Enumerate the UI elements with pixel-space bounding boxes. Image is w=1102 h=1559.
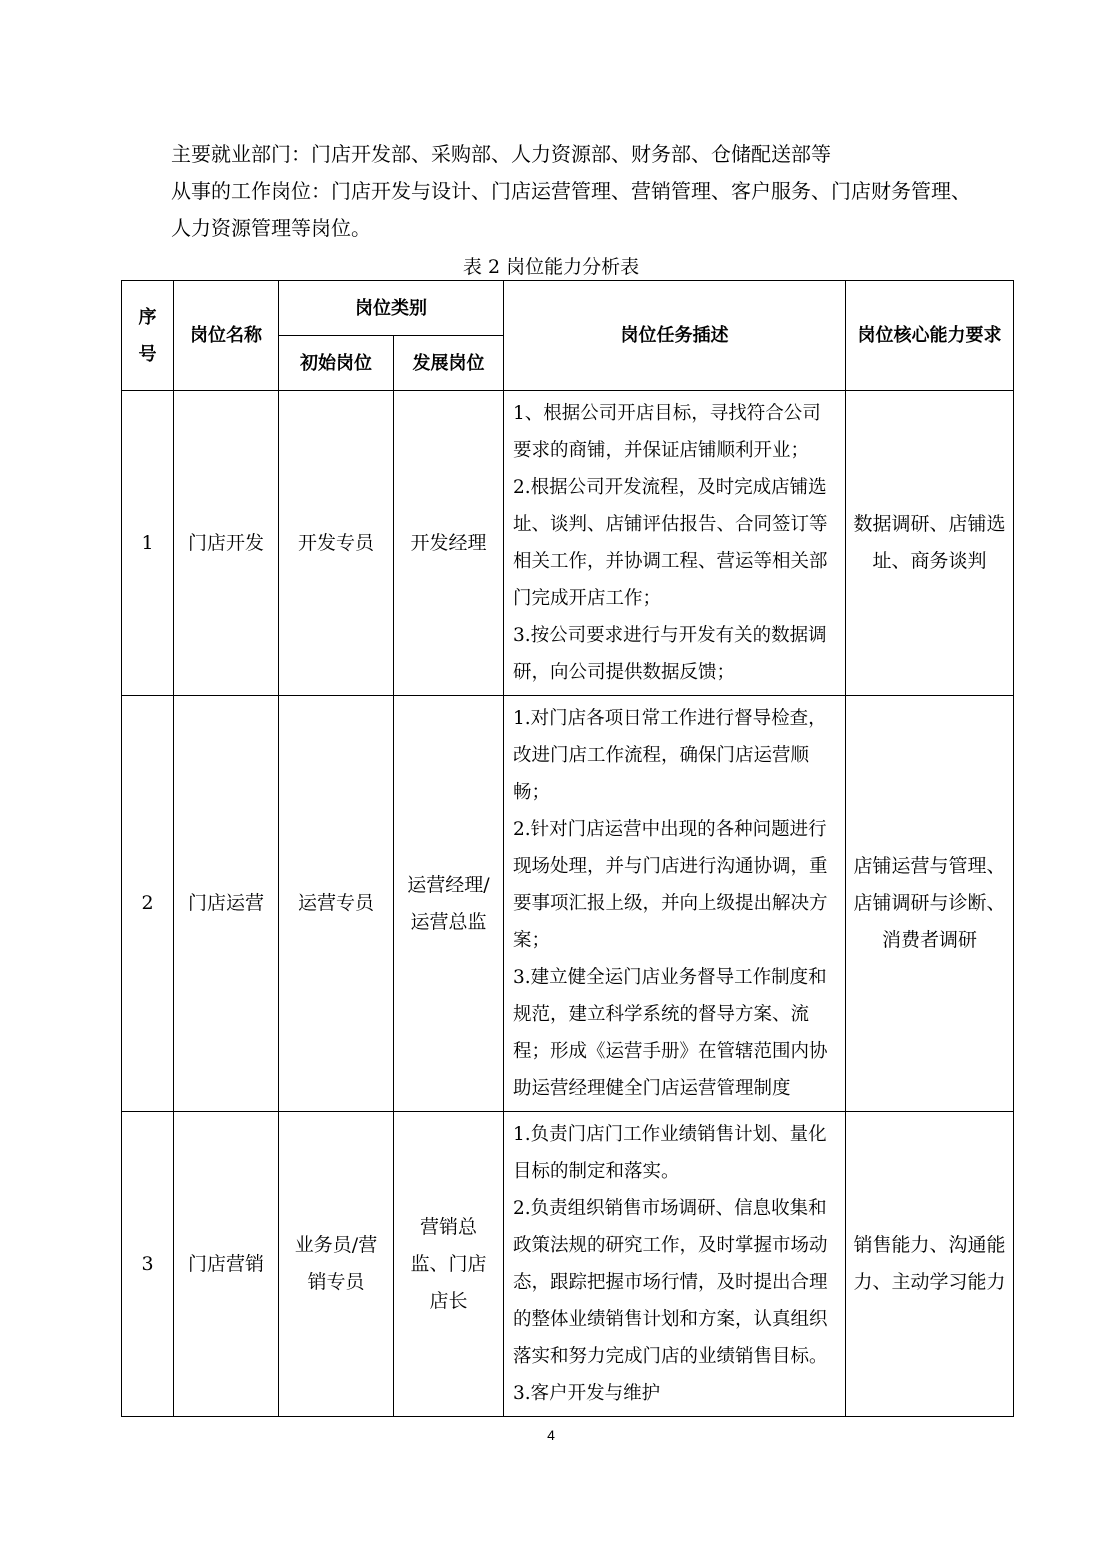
table-row bbox=[122, 391, 1014, 696]
header-core: 岗位核心能力要求 bbox=[846, 281, 1014, 391]
header-seq: 序号 bbox=[122, 281, 174, 391]
header-tasks: 岗位任务插述 bbox=[504, 281, 846, 391]
page-number: 4 bbox=[547, 1427, 555, 1443]
task-item: 3.客户开发与维护 bbox=[513, 1383, 661, 1404]
header-name: 岗位名称 bbox=[174, 281, 279, 391]
task-item: 2.负责组织销售市场调研、信息收集和政策法规的研究工作，及时掌握市场动态，跟踪把握市场行情，及时提出合理的整体业绩销售计划和方案，认真组织落实和努力完成门店的业绩销售目标。 bbox=[513, 1198, 828, 1367]
row-name: 门店开发 bbox=[174, 391, 279, 696]
table-row bbox=[122, 1112, 1014, 1417]
row-tasks bbox=[504, 1112, 846, 1417]
task-item: 2.针对门店运营中出现的各种问题进行现场处理，并与门店进行沟通协调，重要事项汇报上级，并向上级提出解决方案； bbox=[513, 819, 828, 951]
departments-text: 主要就业部门：门店开发部、采购部、人力资源部、财务部、仓储配送部等 bbox=[171, 142, 831, 166]
row-core: 销售能力、沟通能力、主动学习能力 bbox=[846, 1112, 1014, 1417]
row-seq: 1 bbox=[122, 391, 174, 696]
row-name: 门店营销 bbox=[174, 1112, 279, 1417]
positions-paragraph bbox=[131, 173, 981, 247]
positions-text: 从事的工作岗位：门店开发与设计、门店运营管理、营销管理、客户服务、门店财务管理、人力资源管理等岗位。 bbox=[171, 179, 971, 240]
row-core: 数据调研、店铺选址、商务谈判 bbox=[846, 391, 1014, 696]
row-development: 营销总监、门店店长 bbox=[394, 1112, 504, 1417]
row-seq: 3 bbox=[122, 1112, 174, 1417]
task-item: 1.对门店各项日常工作进行督导检查，改进门店工作流程，确保门店运营顺畅； bbox=[513, 708, 827, 803]
row-seq: 2 bbox=[122, 696, 174, 1112]
task-item: 2.根据公司开发流程，及时完成店铺选址、谈判、店铺评估报告、合同签订等相关工作，并协调工程、营运等相关部门完成开店工作； bbox=[513, 477, 828, 609]
task-item: 3.建立健全运门店业务督导工作制度和规范，建立科学系统的督导方案、流程；形成《运营手册》在管辖范围内协助运营经理健全门店运营管理制度 bbox=[513, 967, 828, 1099]
row-initial: 开发专员 bbox=[279, 391, 394, 696]
table-row bbox=[122, 696, 1014, 1112]
row-development: 运营经理/运营总监 bbox=[394, 696, 504, 1112]
row-core: 店铺运营与管理、店铺调研与诊断、消费者调研 bbox=[846, 696, 1014, 1112]
row-tasks bbox=[504, 391, 846, 696]
position-ability-table bbox=[121, 280, 1014, 1417]
row-initial: 运营专员 bbox=[279, 696, 394, 1112]
row-initial: 业务员/营销专员 bbox=[279, 1112, 394, 1417]
row-name: 门店运营 bbox=[174, 696, 279, 1112]
departments-paragraph bbox=[131, 136, 981, 173]
row-tasks bbox=[504, 696, 846, 1112]
table-caption: 表 2 岗位能力分析表 bbox=[462, 256, 640, 278]
task-item: 1、根据公司开店目标，寻找符合公司要求的商铺，并保证店铺顺利开业； bbox=[513, 403, 821, 461]
header-development: 发展岗位 bbox=[394, 336, 504, 391]
header-category: 岗位类别 bbox=[279, 281, 504, 336]
header-initial: 初始岗位 bbox=[279, 336, 394, 391]
task-item: 3.按公司要求进行与开发有关的数据调研，向公司提供数据反馈； bbox=[513, 625, 827, 683]
row-development: 开发经理 bbox=[394, 391, 504, 696]
header-row-top bbox=[122, 281, 1014, 336]
task-item: 1.负责门店门工作业绩销售计划、量化目标的制定和落实。 bbox=[513, 1124, 827, 1182]
